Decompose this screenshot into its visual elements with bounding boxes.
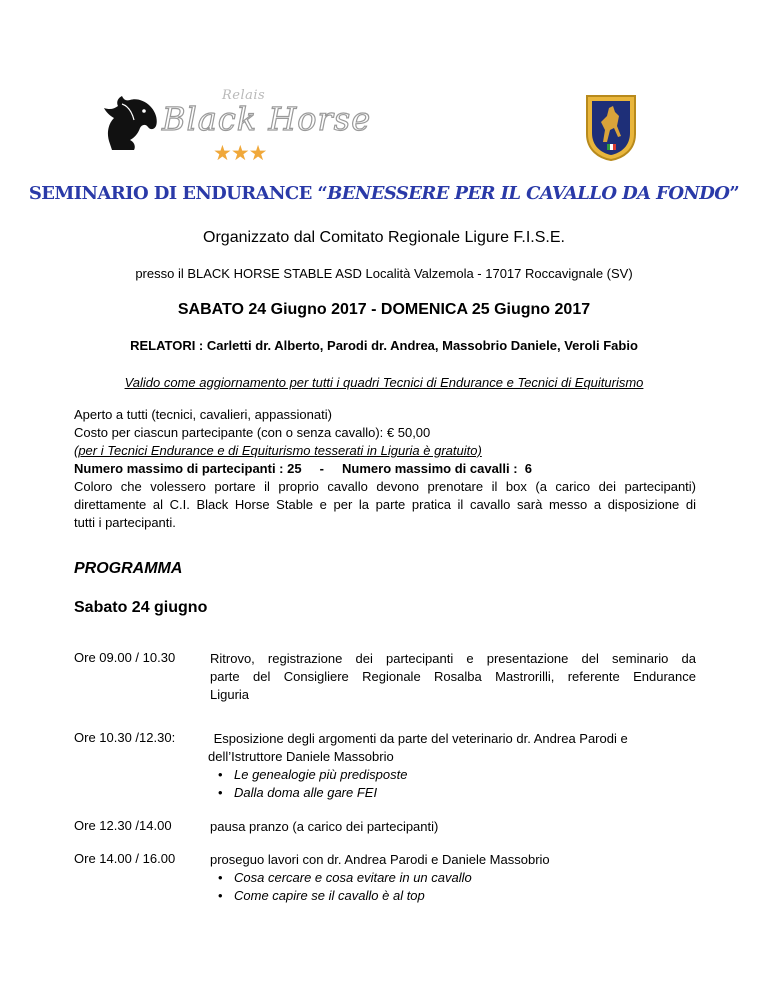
- horse-head-icon: [100, 94, 162, 150]
- list-item: • Dalla doma alle gare FEI: [210, 784, 696, 802]
- schedule-desc-2: Esposizione degli argomenti da parte del veterinario dr. Andrea Parodi e dell’Istruttore Daniele Massobrio • Le genealogie più predisposte • Dalla doma alle gare FEI: [210, 730, 696, 802]
- logo-name: Black Horse: [162, 100, 372, 138]
- horse-line-3: tutti i partecipanti.: [74, 515, 176, 530]
- schedule-desc-4: proseguo lavori con dr. Andrea Parodi e Daniele Massobrio • Cosa cercare e cosa evitare in un cavallo • Come capire se il cavallo è al top: [210, 851, 696, 905]
- cost-line: Costo per ciascun partecipante (con o senza cavallo): € 50,00: [74, 425, 431, 440]
- schedule-time-4: Ore 14.00 / 16.00: [74, 851, 176, 866]
- free-note: (per i Tecnici Endurance e di Equiturismo tesserati in Liguria è gratuito): [74, 443, 482, 458]
- max-participants: Numero massimo di partecipanti : 25 - Numero massimo di cavalli : 6: [74, 461, 533, 476]
- venue-line: presso il BLACK HORSE STABLE ASD Località Valzemola - 17017 Roccavignale (SV): [135, 266, 633, 281]
- relais-text: Relais: [222, 88, 266, 103]
- horse-line-1: Coloro che volessero portare il proprio cavallo devono prenotare il box (a carico dei partecipanti): [74, 479, 696, 494]
- fise-badge-icon: [583, 92, 639, 162]
- horse-line-2: direttamente al C.I. Black Horse Stable e per la parte pratica il cavallo sarà messo a disposizione di: [74, 497, 696, 512]
- list-item: • Come capire se il cavallo è al top: [210, 887, 696, 905]
- info-block: [74, 406, 696, 532]
- black-horse-logo: [100, 88, 372, 168]
- speakers-line: RELATORI : Carletti dr. Alberto, Parodi dr. Andrea, Massobrio Daniele, Veroli Fabio: [130, 338, 638, 353]
- validity-note: Valido come aggiornamento per tutti i quadri Tecnici di Endurance e Tecnici di Equiturismo: [124, 375, 644, 390]
- open-to-all: Aperto a tutti (tecnici, cavalieri, appassionati): [74, 407, 332, 422]
- schedule-desc-1: Ritrovo, registrazione dei partecipanti e presentazione del seminario da parte del Consigliere Regionale Rosalba Mastrorilli, referente Endurance Liguria: [210, 651, 696, 702]
- list-item: • Cosa cercare e cosa evitare in un cavallo: [210, 869, 696, 887]
- rating-stars: ★★★: [213, 142, 267, 165]
- organizer-line: Organizzato dal Comitato Regionale Ligure F.I.S.E.: [203, 229, 565, 246]
- day-heading: Sabato 24 giugno: [74, 599, 208, 616]
- schedule-time-1: Ore 09.00 / 10.30: [74, 650, 176, 665]
- seminar-title: SEMINARIO DI ENDURANCE “BENESSERE PER IL CAVALLO DA FONDO”: [28, 183, 740, 204]
- schedule-time-2: Ore 10.30 /12.30:: [74, 730, 176, 745]
- schedule-desc-3: pausa pranzo (a carico dei partecipanti): [210, 819, 439, 834]
- schedule-time-3: Ore 12.30 /14.00: [74, 818, 172, 833]
- list-item: • Le genealogie più predisposte: [210, 766, 696, 784]
- programma-heading: PROGRAMMA: [74, 560, 183, 577]
- dates-line: SABATO 24 Giugno 2017 - DOMENICA 25 Giugno 2017: [177, 301, 591, 318]
